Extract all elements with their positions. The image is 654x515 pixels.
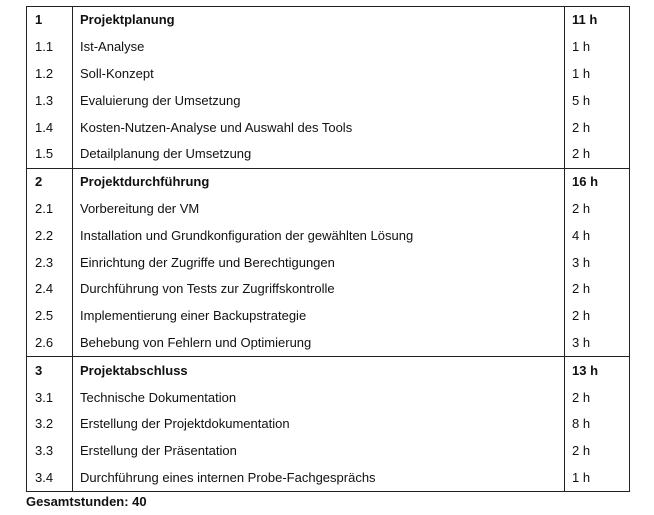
phase-row [27, 7, 630, 34]
phase-number: 3 [27, 357, 73, 384]
task-row [27, 249, 630, 276]
phase-hours: 11 h [565, 7, 630, 34]
task-title: Behebung von Fehlern und Optimierung [73, 330, 565, 357]
task-number: 2.1 [27, 196, 73, 223]
task-title: Ist-Analyse [73, 34, 565, 61]
task-number: 3.1 [27, 384, 73, 411]
task-hours: 1 h [565, 465, 630, 492]
task-row [27, 196, 630, 223]
task-title: Durchführung eines internen Probe-Fachgesprächs [73, 465, 565, 492]
phase-hours: 16 h [565, 168, 630, 195]
task-row [27, 465, 630, 492]
phase-number: 2 [27, 168, 73, 195]
task-title: Vorbereitung der VM [73, 196, 565, 223]
task-number: 2.5 [27, 303, 73, 330]
task-row [27, 438, 630, 465]
task-row [27, 330, 630, 357]
task-hours: 8 h [565, 411, 630, 438]
phase-number: 1 [27, 7, 73, 34]
task-number: 2.3 [27, 249, 73, 276]
task-title: Kosten-Nutzen-Analyse und Auswahl des Tools [73, 114, 565, 141]
phase-title: Projektplanung [73, 7, 565, 34]
task-hours: 2 h [565, 276, 630, 303]
task-row [27, 34, 630, 61]
task-number: 2.2 [27, 222, 73, 249]
task-hours: 2 h [565, 141, 630, 168]
task-hours: 1 h [565, 61, 630, 88]
task-title: Evaluierung der Umsetzung [73, 87, 565, 114]
task-row [27, 222, 630, 249]
task-title: Durchführung von Tests zur Zugriffskontrolle [73, 276, 565, 303]
project-schedule-body [27, 7, 630, 492]
task-title: Installation und Grundkonfiguration der gewählten Lösung [73, 222, 565, 249]
task-number: 1.2 [27, 61, 73, 88]
task-number: 1.5 [27, 141, 73, 168]
task-title: Einrichtung der Zugriffe und Berechtigungen [73, 249, 565, 276]
task-row [27, 114, 630, 141]
total-hours: Gesamtstunden: 40 [26, 494, 147, 509]
task-row [27, 411, 630, 438]
task-hours: 2 h [565, 438, 630, 465]
task-hours: 2 h [565, 303, 630, 330]
task-hours: 2 h [565, 114, 630, 141]
task-hours: 3 h [565, 330, 630, 357]
task-number: 2.4 [27, 276, 73, 303]
task-number: 3.2 [27, 411, 73, 438]
task-row [27, 61, 630, 88]
task-number: 2.6 [27, 330, 73, 357]
phase-hours: 13 h [565, 357, 630, 384]
task-hours: 1 h [565, 34, 630, 61]
task-row [27, 141, 630, 168]
task-number: 3.4 [27, 465, 73, 492]
task-row [27, 303, 630, 330]
task-hours: 4 h [565, 222, 630, 249]
phase-title: Projektdurchführung [73, 168, 565, 195]
task-row [27, 87, 630, 114]
task-number: 3.3 [27, 438, 73, 465]
phase-row [27, 168, 630, 195]
task-hours: 5 h [565, 87, 630, 114]
task-title: Detailplanung der Umsetzung [73, 141, 565, 168]
task-hours: 2 h [565, 384, 630, 411]
task-number: 1.4 [27, 114, 73, 141]
phase-row [27, 357, 630, 384]
phase-title: Projektabschluss [73, 357, 565, 384]
project-schedule-table [26, 6, 630, 492]
task-hours: 3 h [565, 249, 630, 276]
task-title: Technische Dokumentation [73, 384, 565, 411]
task-row [27, 276, 630, 303]
task-title: Implementierung einer Backupstrategie [73, 303, 565, 330]
task-number: 1.1 [27, 34, 73, 61]
task-row [27, 384, 630, 411]
task-title: Erstellung der Präsentation [73, 438, 565, 465]
task-number: 1.3 [27, 87, 73, 114]
task-title: Erstellung der Projektdokumentation [73, 411, 565, 438]
task-title: Soll-Konzept [73, 61, 565, 88]
task-hours: 2 h [565, 196, 630, 223]
